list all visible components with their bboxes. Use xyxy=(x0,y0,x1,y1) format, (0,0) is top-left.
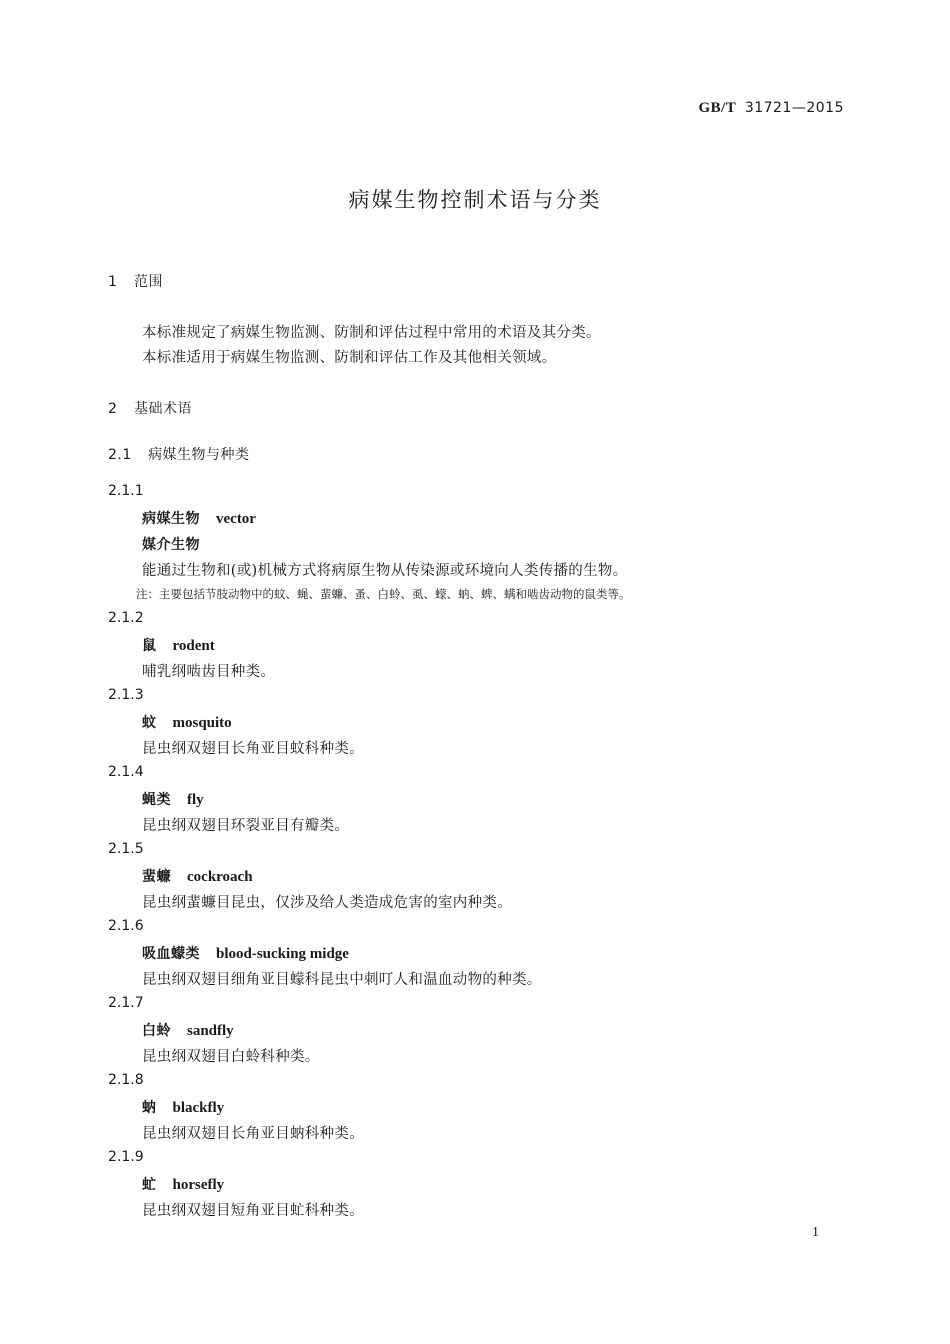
entry-note: 注：主要包括节肢动物中的蚊、蝇、蜚蠊、蚤、白蛉、虱、蠓、蚋、蜱、螨和啮齿动物的鼠类等。 xyxy=(136,587,631,601)
term-english: fly xyxy=(187,792,204,808)
section-title: 基础术语 xyxy=(134,401,192,417)
entry-synonym: 媒介生物 xyxy=(142,537,200,553)
entry-term xyxy=(142,1174,224,1194)
entry-number: 2.1.4 xyxy=(108,764,144,780)
entry-number: 2.1.2 xyxy=(108,610,144,626)
term-chinese: 白蛉 xyxy=(142,1023,171,1039)
entry-term xyxy=(142,635,215,655)
term-chinese: 吸血蠓类 xyxy=(142,946,200,962)
section-1-heading xyxy=(108,271,163,291)
section-2-1-heading xyxy=(108,444,250,464)
entry-term xyxy=(142,1020,234,1040)
entry-number: 2.1.9 xyxy=(108,1149,144,1165)
section-number: 1 xyxy=(108,274,118,290)
term-chinese: 蝇类 xyxy=(142,792,171,808)
section-number: 2.1 xyxy=(108,447,132,463)
term-chinese: 鼠 xyxy=(142,638,157,654)
page-number: 1 xyxy=(812,1225,819,1240)
term-chinese: 蚋 xyxy=(142,1100,157,1116)
entry-term xyxy=(142,789,204,809)
section-title: 病媒生物与种类 xyxy=(148,447,250,463)
entry-number: 2.1.6 xyxy=(108,918,144,934)
entry-definition: 昆虫纲蜚蠊目昆虫，仅涉及给人类造成危害的室内种类。 xyxy=(142,895,512,911)
standard-code xyxy=(698,100,844,117)
term-english: sandfly xyxy=(187,1023,234,1039)
scope-paragraph-1: 本标准规定了病媒生物监测、防制和评估过程中常用的术语及其分类。 xyxy=(142,325,601,341)
entry-definition: 昆虫纲双翅目长角亚目蚊科种类。 xyxy=(142,741,364,757)
standard-number: 31721—2015 xyxy=(744,100,844,116)
entry-number: 2.1.8 xyxy=(108,1072,144,1088)
scope-paragraph-2: 本标准适用于病媒生物监测、防制和评估工作及其他相关领域。 xyxy=(142,350,557,366)
standard-prefix: GB/T xyxy=(698,100,737,116)
entry-definition: 昆虫纲双翅目环裂亚目有瓣类。 xyxy=(142,818,350,834)
entry-term xyxy=(142,508,256,528)
entry-definition: 哺乳纲啮齿目种类。 xyxy=(142,664,276,680)
entry-number: 2.1.5 xyxy=(108,841,144,857)
term-english: blackfly xyxy=(172,1100,225,1116)
entry-number: 2.1.7 xyxy=(108,995,144,1011)
term-english: horsefly xyxy=(172,1177,225,1193)
term-english: mosquito xyxy=(172,715,232,731)
section-2-heading xyxy=(108,398,192,418)
section-title: 范围 xyxy=(134,274,163,290)
term-chinese: 病媒生物 xyxy=(142,511,200,527)
entry-term xyxy=(142,1097,224,1117)
term-chinese: 蜚蠊 xyxy=(142,869,171,885)
entry-term xyxy=(142,712,232,732)
term-english: rodent xyxy=(172,638,215,654)
page-title: 病媒生物控制术语与分类 xyxy=(348,188,602,212)
entry-definition: 昆虫纲双翅目白蛉科种类。 xyxy=(142,1049,320,1065)
entry-definition: 能通过生物和(或)机械方式将病原生物从传染源或环境向人类传播的生物。 xyxy=(142,563,628,579)
term-english: blood-sucking midge xyxy=(216,946,349,962)
entry-definition: 昆虫纲双翅目长角亚目蚋科种类。 xyxy=(142,1126,364,1142)
term-chinese: 蚊 xyxy=(142,715,157,731)
entry-definition: 昆虫纲双翅目细角亚目蠓科昆虫中刺叮人和温血动物的种类。 xyxy=(142,972,542,988)
entry-term xyxy=(142,943,349,963)
entry-number: 2.1.1 xyxy=(108,483,144,499)
term-english: cockroach xyxy=(187,869,253,885)
term-english: vector xyxy=(216,511,256,527)
section-number: 2 xyxy=(108,401,118,417)
entry-definition: 昆虫纲双翅目短角亚目虻科种类。 xyxy=(142,1203,364,1219)
entry-term xyxy=(142,866,253,886)
term-chinese: 虻 xyxy=(142,1177,157,1193)
entry-number: 2.1.3 xyxy=(108,687,144,703)
